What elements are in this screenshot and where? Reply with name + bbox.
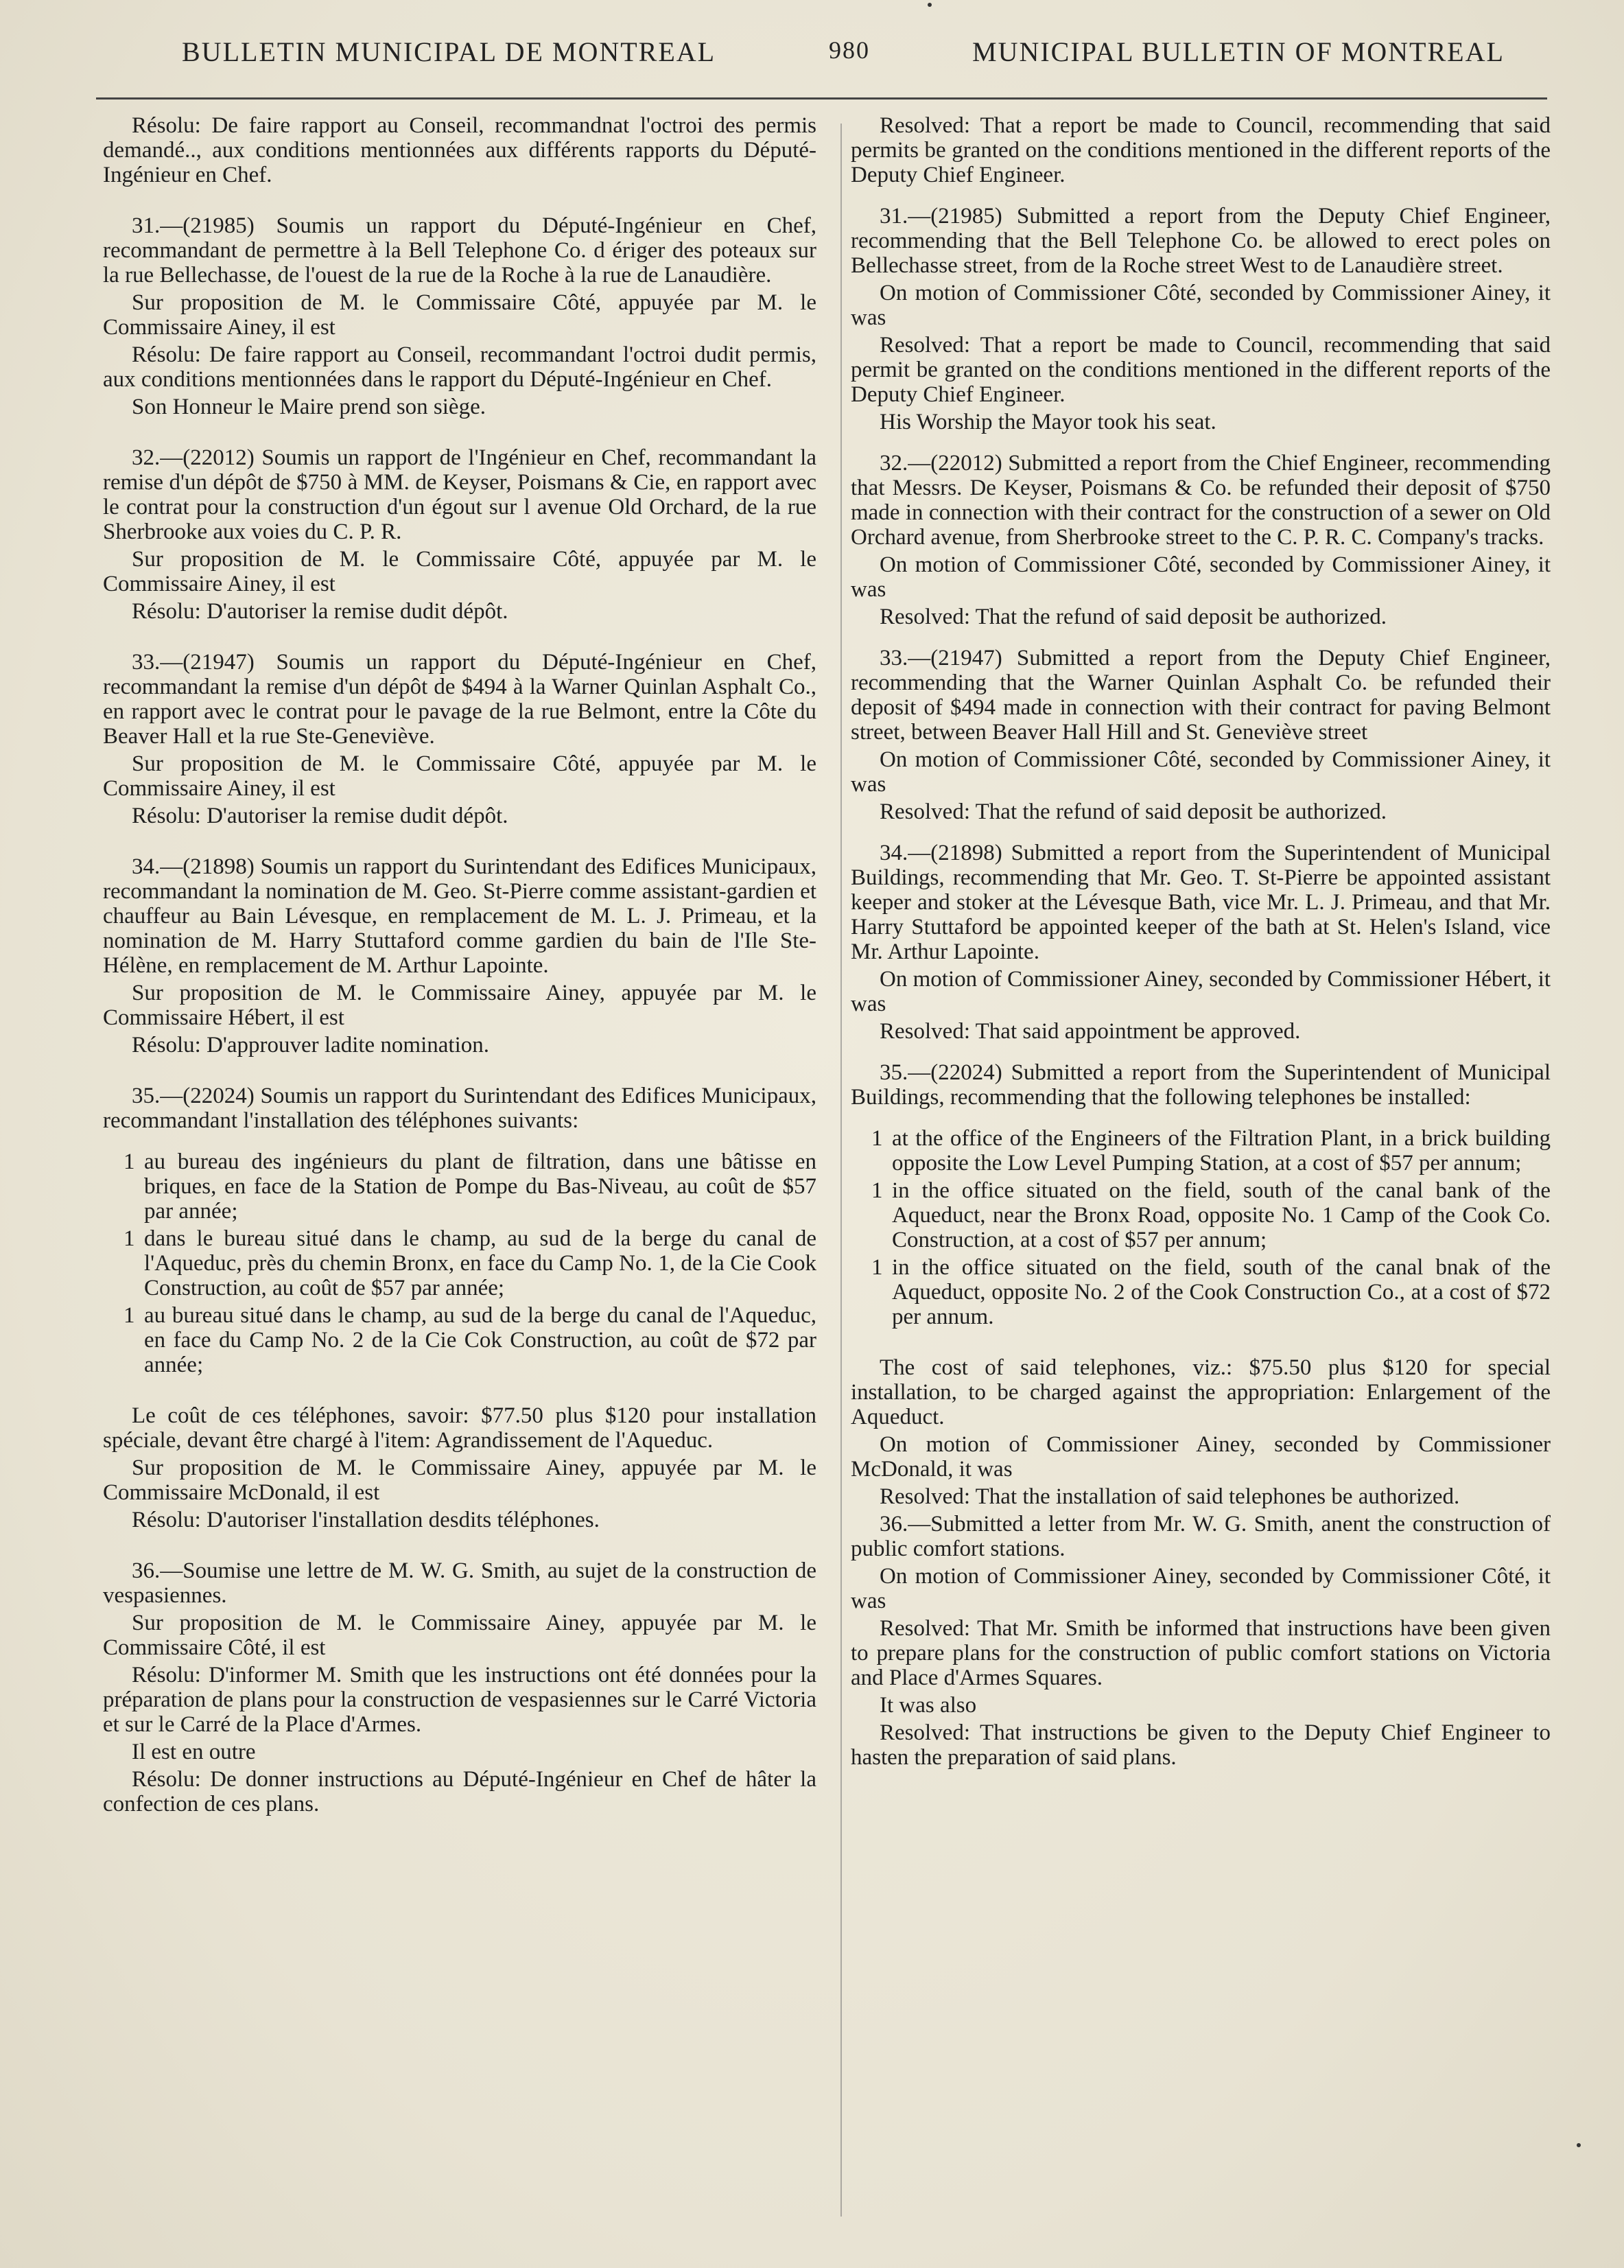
list-number: 1 bbox=[871, 1178, 883, 1203]
header-rule bbox=[96, 97, 1547, 100]
en-phone-list-item bbox=[851, 1255, 1551, 1329]
en-motion-33: On motion of Commissioner Côté, seconded by Commissioner Ainey, it was bbox=[851, 747, 1551, 797]
french-column bbox=[103, 113, 816, 1819]
en-resolution-32: Resolved: That the refund of said deposit be authorized. bbox=[880, 605, 1387, 629]
list-text: au bureau des ingénieurs du plant de filtration, dans une bâtisse en briques, en face de la Station de Pompe du Bas-Niveau, au coût de $57 par année; bbox=[144, 1149, 816, 1224]
list-number: 1 bbox=[871, 1126, 883, 1151]
fr-motion-34: Sur proposition de M. le Commissaire Ainey, appuyée par M. le Commissaire Hébert, il est bbox=[103, 981, 816, 1030]
fr-resolution-36b: Résolu: De donner instructions au Député-Ingénieur en Chef de hâter la confection de ces plans. bbox=[103, 1767, 816, 1816]
fr-item-36: 36.—Soumise une lettre de M. W. G. Smith, au sujet de la construction de vespasiennes. bbox=[103, 1558, 816, 1608]
list-text: in the office situated on the field, south of the canal bnak of the Aqueduct, opposite No. 2 of the Cook Construction Co., at a cost of $72 per annum. bbox=[892, 1255, 1551, 1329]
fr-item-33: 33.—(21947) Soumis un rapport du Député-Ingénieur en Chef, recommandant la remise d'un dépôt de $494 à la Warner Quinlan Asphalt Co., en rapport avec le contrat pour le pavage de la rue Belmont, entre la Côte du Beaver Hall et la rue Ste-Geneviève. bbox=[103, 650, 816, 749]
fr-item-31: 31.—(21985) Soumis un rapport du Député-Ingénieur en Chef, recommandant de permettre à la Bell Telephone Co. d ériger des poteaux sur la rue Bellechasse, de l'ouest de la rue de la Roche à la rue de Lanaudière. bbox=[103, 213, 816, 288]
list-text: dans le bureau situé dans le champ, au sud de la berge du canal de l'Aqueduc, près du chemin Bronx, en face du Camp No. 1, de la Cie Cook Construction, au coût de $57 par année; bbox=[144, 1226, 816, 1300]
fr-motion-32: Sur proposition de M. le Commissaire Côté, appuyée par M. le Commissaire Ainey, il est bbox=[103, 547, 816, 596]
en-motion-36: On motion of Commissioner Ainey, seconded by Commissioner Côté, it was bbox=[851, 1564, 1551, 1613]
column-separator bbox=[840, 124, 842, 2217]
en-cost-35: The cost of said telephones, viz.: $75.50 plus $120 for special installation, to be charged against the appropriation: Enlargement of the Aqueduct. bbox=[851, 1355, 1551, 1429]
en-resolution-33: Resolved: That the refund of said deposit be authorized. bbox=[880, 799, 1387, 824]
en-resolution-36b: Resolved: That instructions be given to the Deputy Chief Engineer to hasten the preparation of said plans. bbox=[851, 1720, 1551, 1770]
fr-item-35: 35.—(22024) Soumis un rapport du Surintendant des Edifices Municipaux, recommandant l'installation des téléphones suivants: bbox=[103, 1084, 816, 1133]
fr-resolution-33: Résolu: D'autoriser la remise dudit dépôt. bbox=[132, 804, 508, 828]
fr-motion-36: Sur proposition de M. le Commissaire Ainey, appuyée par M. le Commissaire Côté, il est bbox=[103, 1611, 816, 1660]
fr-motion-31: Sur proposition de M. le Commissaire Côté, appuyée par M. le Commissaire Ainey, il est bbox=[103, 290, 816, 340]
list-text: in the office situated on the field, south of the canal bank of the Aqueduct, near the Bronx Road, opposite No. 1 Camp of the Cook Co. Construction, at a cost of $57 per annum; bbox=[892, 1178, 1551, 1252]
fr-mayor-seat: Son Honneur le Maire prend son siège. bbox=[132, 395, 486, 419]
fr-motion-35: Sur proposition de M. le Commissaire Ainey, appuyée par M. le Commissaire McDonald, il est bbox=[103, 1456, 816, 1505]
en-motion-31: On motion of Commissioner Côté, seconded by Commissioner Ainey, it was bbox=[851, 281, 1551, 330]
list-text: au bureau situé dans le champ, au sud de la berge du canal de l'Aqueduc, en face du Camp No. 2 de la Cie Cok Construction, au coût de $72 par année; bbox=[144, 1303, 816, 1377]
header-title-french: BULLETIN MUNICIPAL DE MONTREAL bbox=[182, 36, 716, 67]
fr-phone-list-item bbox=[103, 1303, 816, 1377]
fr-resolution-31: Résolu: De faire rapport au Conseil, recommandant l'octroi dudit permis, aux conditions mentionnées dans le rapport du Député-Ingénieur en Chef. bbox=[103, 342, 816, 392]
en-resolution-36: Resolved: That Mr. Smith be informed that instructions have been given to prepare plans for the construction of public comfort stations on Victoria and Place d'Armes Squares. bbox=[851, 1616, 1551, 1690]
paper-speck bbox=[1577, 2143, 1581, 2147]
en-item-34: 34.—(21898) Submitted a report from the Superintendent of Municipal Buildings, recommending that Mr. Geo. T. St-Pierre be appointed assistant keeper and stoker at the Lévesque Bath, vice Mr. L. J. Primeau, and that Mr. Harry Stuttaford be appointed keeper of the bath at St. Helen's Island, vice Mr. Arthur Lapointe. bbox=[851, 841, 1551, 964]
fr-phone-list-item bbox=[103, 1226, 816, 1300]
en-item-31: 31.—(21985) Submitted a report from the Deputy Chief Engineer, recommending that the Bell Telephone Co. be allowed to erect poles on Bellechasse street, from de la Roche street West to de Lanaudière street. bbox=[851, 204, 1551, 278]
en-item-32: 32.—(22012) Submitted a report from the Chief Engineer, recommending that Messrs. De Keyser, Poismans & Co. be refunded their deposit of $750 made in connection with their contract for the construction of a sewer on Old Orchard avenue, from Sherbrooke street to the C. P. R. C. Company's tracks. bbox=[851, 451, 1551, 550]
fr-item-34: 34.—(21898) Soumis un rapport du Surintendant des Edifices Municipaux, recommandant la nomination de M. Geo. St-Pierre comme assistant-gardien et chauffeur au Bain Lévesque, en remplacement de M. L. J. Primeau, et la nomination de M. Harry Stuttaford comme gardien du bain de l'Ile Ste-Hélène, en remplacement de M. Arthur Lapointe. bbox=[103, 854, 816, 978]
fr-further: Il est en outre bbox=[132, 1740, 256, 1764]
header-title-english: MUNICIPAL BULLETIN OF MONTREAL bbox=[972, 36, 1505, 67]
fr-resolution-32: Résolu: D'autoriser la remise dudit dépôt. bbox=[132, 599, 508, 624]
list-text: at the office of the Engineers of the Filtration Plant, in a brick building opposite the Low Level Pumping Station, at a cost of $57 per annum; bbox=[892, 1126, 1551, 1176]
en-motion-35: On motion of Commissioner Ainey, seconded by Commissioner McDonald, it was bbox=[851, 1432, 1551, 1482]
fr-resolution-36: Résolu: D'informer M. Smith que les instructions ont été données pour la préparation de plans pour la construction de vespasiennes sur le Carré Victoria et sur le Carré de la Place d'Armes. bbox=[103, 1663, 816, 1737]
english-column bbox=[851, 113, 1551, 1773]
en-item-33: 33.—(21947) Submitted a report from the Deputy Chief Engineer, recommending that the Warner Quinlan Asphalt Co. be refunded their deposit of $494 made in connection with their contract for paving Belmont street, between Beaver Hall Hill and St. Geneviève street bbox=[851, 646, 1551, 745]
fr-resolution-30: Résolu: De faire rapport au Conseil, recommandnat l'octroi des permis demandé.., aux conditions mentionnées aux différents rapports du Député-Ingénieur en Chef. bbox=[103, 113, 816, 187]
en-motion-32: On motion of Commissioner Côté, seconded by Commissioner Ainey, it was bbox=[851, 552, 1551, 602]
en-phone-list-item bbox=[851, 1126, 1551, 1176]
en-item-36: 36.—Submitted a letter from Mr. W. G. Smith, anent the construction of public comfort stations. bbox=[851, 1512, 1551, 1561]
fr-motion-33: Sur proposition de M. le Commissaire Côté, appuyée par M. le Commissaire Ainey, il est bbox=[103, 751, 816, 801]
en-resolution-30: Resolved: That a report be made to Council, recommending that said permits be granted on the conditions mentioned in the different reports of the Deputy Chief Engineer. bbox=[851, 113, 1551, 187]
list-number: 1 bbox=[123, 1226, 135, 1251]
fr-resolution-35: Résolu: D'autoriser l'installation desdits téléphones. bbox=[132, 1508, 600, 1532]
page-number: 980 bbox=[829, 36, 870, 64]
list-number: 1 bbox=[123, 1303, 135, 1328]
fr-item-32: 32.—(22012) Soumis un rapport de l'Ingénieur en Chef, recommandant la remise d'un dépôt de $750 à MM. de Keyser, Poismans & Cie, en rapport avec le contrat pour la construction d'un égout sur l avenue Old Orchard, de la rue Sherbrooke aux voies du C. P. R. bbox=[103, 445, 816, 544]
fr-phone-list-item bbox=[103, 1149, 816, 1224]
en-item-35: 35.—(22024) Submitted a report from the Superintendent of Municipal Buildings, recommending that the following telephones be installed: bbox=[851, 1060, 1551, 1110]
list-number: 1 bbox=[123, 1149, 135, 1174]
fr-resolution-34: Résolu: D'approuver ladite nomination. bbox=[132, 1033, 490, 1057]
en-resolution-34: Resolved: That said appointment be approved. bbox=[880, 1019, 1301, 1044]
en-resolution-35: Resolved: That the installation of said telephones be authorized. bbox=[880, 1484, 1460, 1509]
en-motion-34: On motion of Commissioner Ainey, seconded by Commissioner Hébert, it was bbox=[851, 967, 1551, 1016]
page-header bbox=[82, 36, 1544, 77]
en-phone-list-item bbox=[851, 1178, 1551, 1252]
fr-cost-35: Le coût de ces téléphones, savoir: $77.50 plus $120 pour installation spéciale, devant être chargé à l'item: Agrandissement de l'Aqueduc. bbox=[103, 1403, 816, 1453]
en-mayor-seat: His Worship the Mayor took his seat. bbox=[880, 410, 1216, 434]
en-resolution-31: Resolved: That a report be made to Council, recommending that said permit be granted on the conditions mentioned in the different reports of the Deputy Chief Engineer. bbox=[851, 333, 1551, 407]
en-also: It was also bbox=[880, 1693, 977, 1718]
list-number: 1 bbox=[871, 1255, 883, 1280]
paper-speck bbox=[928, 3, 932, 7]
